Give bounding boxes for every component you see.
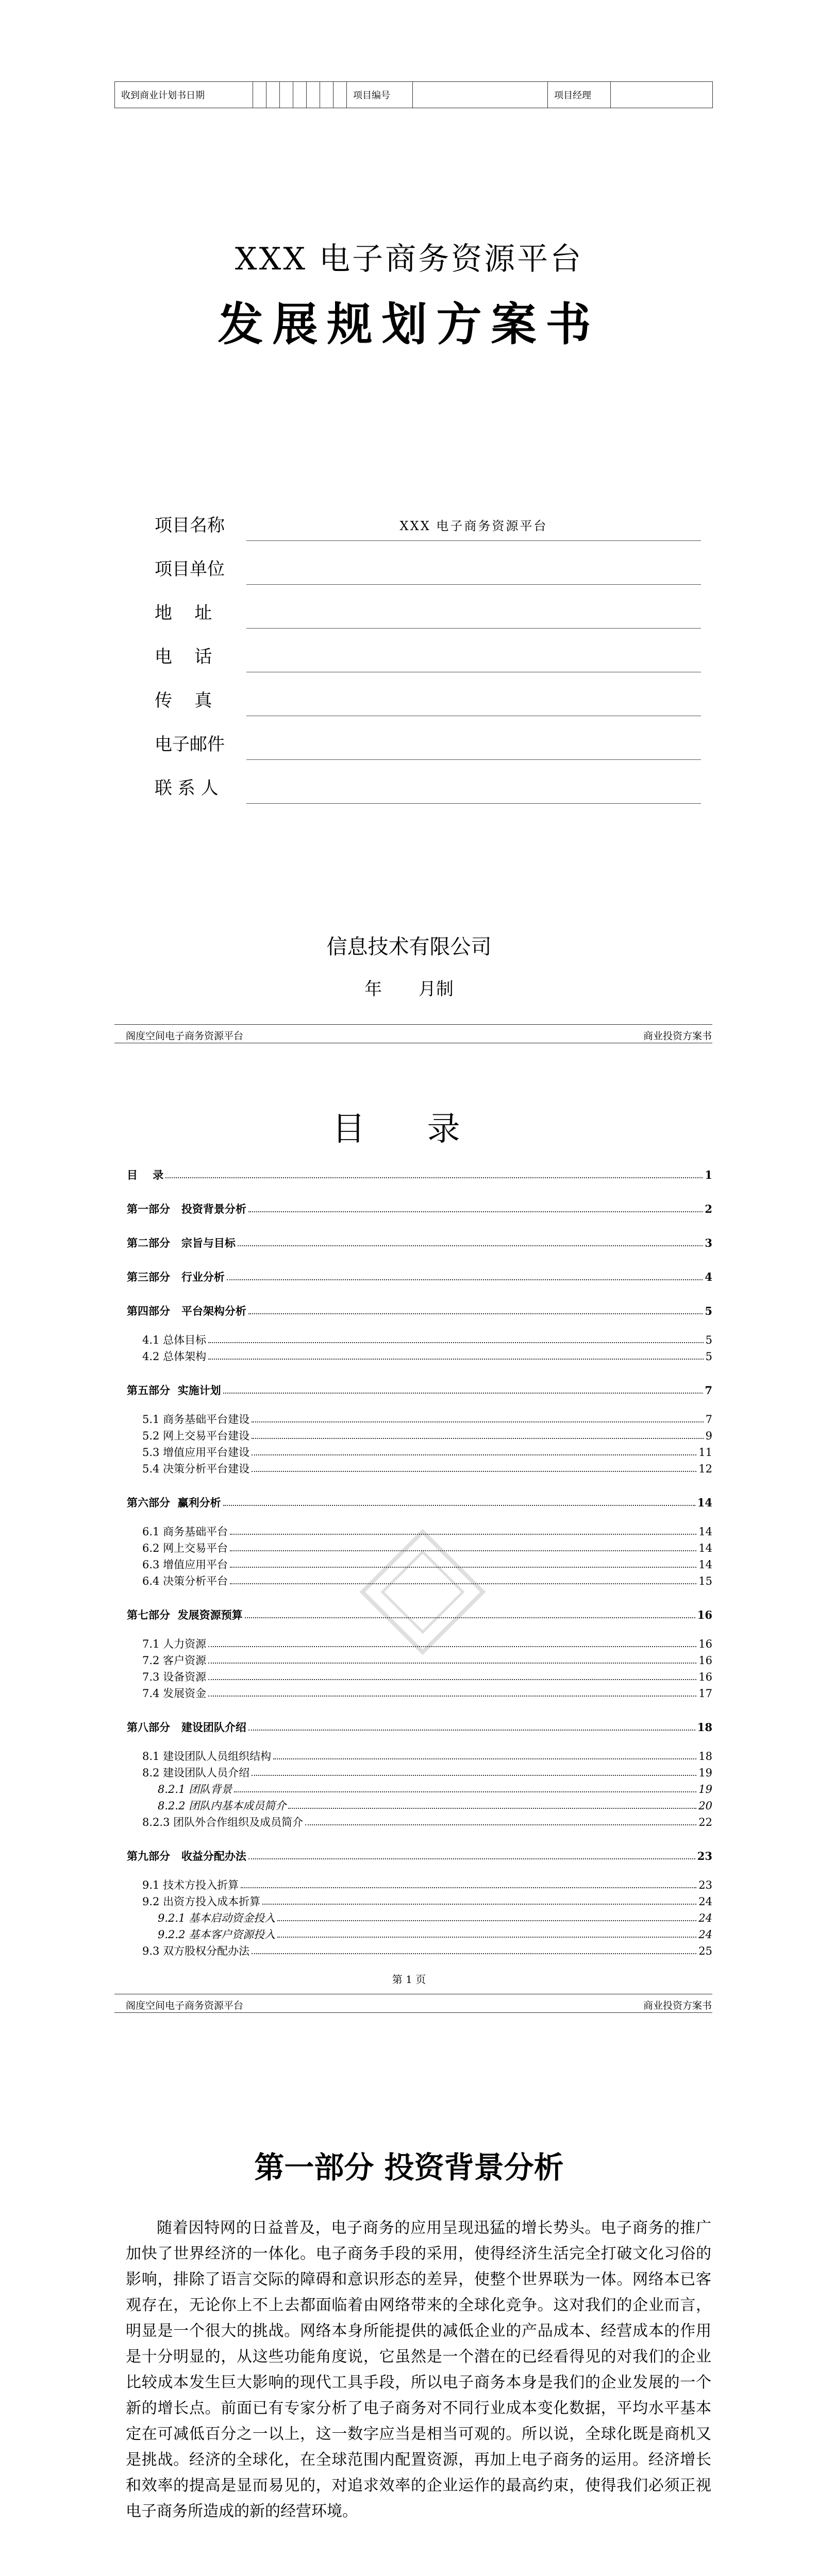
toc-leader-dots [248,1211,703,1212]
toc-entry[interactable] [127,1851,712,1862]
running-header-left: 阁度空间电子商务资源平台 [126,1030,244,1042]
toc-entry-page: 18 [698,1750,712,1762]
form-value [246,687,701,716]
toc-entry-page: 14 [697,1496,712,1509]
toc-leader-dots [230,1583,696,1584]
paragraph-text: 随着因特网的日益普及，电子商务的应用呈现迅猛的增长势头。电子商务的推广加快了世界经济的一体化。电子商务手段的采用，使得经济生活完全打破文化习俗的影响，排除了语言交际的障碍和意识形态的差异，使整个世界联为一体。网络本已客观存在，无论你上不上去都面临着由网络带来的全球化竞争。这对我们的企业而言，明显是一个很大的挑战。网络本身所能提供的减低企业的产品成本、经营成本的作用是十分明显的，从这些功能角度说，它虽然是一个潜在的已经看得见的对我们的企业比较成本发生巨大影响的现代工具手段，所以电子商务本身是我们的企业发展的一个新的增长点。前面已有专家分析了电子商务对不同行业成本变化数据，平均水平基本定在可减低百分之一以上，这一数字应当是相当可观的。所以说，全球化既是商机又是挑战。经济的全球化，在全球范围内配置资源，再加上电子商务的运用。经济增长和效率的提高是显而易见的，对追求效率的企业运作的最高约束，使得我们必须正视电子商务所造成的新的经营环境。 [126,2219,711,2520]
toc-entry-title: 6.3 增值应用平台 [142,1558,228,1571]
toc-leader-dots [248,1858,695,1859]
toc-entry-title: 5.3 增值应用平台建设 [142,1446,250,1459]
toc-entry-page: 22 [698,1816,712,1828]
toc-entry[interactable] [127,1609,712,1621]
toc-leader-dots [252,1438,704,1439]
toc-leader-dots [230,1550,696,1551]
toc-entry-page: 7 [705,1413,712,1426]
toc-leader-dots [208,1663,696,1664]
toc-entry[interactable] [127,1334,712,1346]
toc-leader-dots [227,1279,703,1280]
cover-title-platform: XXX 电子商务资源平台 [235,241,583,277]
toc-entry-page: 23 [697,1850,712,1862]
toc-entry[interactable] [127,1638,712,1650]
running-header-right: 商业投资方案书 [643,1030,712,1042]
toc-entry-page: 19 [698,1767,712,1779]
toc-entry-title: 第五部分 实施计划 [127,1384,221,1397]
toc-leader-dots [208,1646,696,1647]
page-rule [114,2012,712,2013]
toc-entry[interactable] [127,1655,712,1666]
toc-entry-page: 14 [698,1526,712,1538]
project-manager-label: 项目经理 [548,82,611,108]
toc-leader-dots [208,1696,696,1697]
project-no-cell [413,82,548,108]
toc-leader-dots [252,1953,696,1954]
toc-entry-page: 1 [705,1168,712,1181]
toc-entry[interactable] [127,1204,712,1215]
toc-entry-page: 9 [705,1430,712,1442]
toc-entry-page: 16 [698,1671,712,1683]
toc-leader-dots [273,1758,696,1759]
toc-entry-title: 第四部分 平台架构分析 [127,1304,246,1317]
toc-entry[interactable] [127,1559,712,1570]
toc-entry-title: 7.1 人力资源 [142,1638,207,1650]
toc-entry-title: 9.3 双方股权分配办法 [142,1945,250,1957]
received-date-label: 收到商业计划书日期 [115,82,253,108]
page-number: 第 1 页 [392,1973,426,1986]
toc-leader-dots [208,1342,704,1343]
toc-entry-title: 8.1 建设团队人员组织结构 [142,1750,272,1762]
toc-entry-page: 2 [705,1202,712,1215]
received-date-cell [293,82,307,108]
toc-leader-dots [241,1887,696,1888]
form-value [246,599,701,629]
project-no-label: 项目编号 [347,82,413,108]
form-label: 项目单位 [155,559,225,580]
toc-entry-page: 17 [698,1687,712,1700]
toc-entry[interactable] [127,1879,712,1891]
toc-entry-title: 第九部分 收益分配办法 [127,1850,246,1862]
toc-leader-dots [252,1775,696,1776]
project-manager-cell [611,82,713,108]
received-date-cell [307,82,320,108]
toc-entry[interactable] [127,1526,712,1537]
toc-entry-title: 4.2 总体架构 [142,1350,207,1363]
form-value [246,731,701,760]
toc-entry-page: 5 [705,1350,712,1363]
toc-entry[interactable] [127,1430,712,1442]
form-label: 电 话 [155,647,212,667]
toc-entry[interactable] [127,1784,712,1795]
form-row-fax [155,685,701,716]
toc-entry[interactable] [127,1751,712,1762]
toc-entry[interactable] [127,1896,712,1907]
toc-leader-dots [262,1904,696,1905]
toc-entry-title: 4.1 总体目标 [142,1334,207,1346]
toc-entry-page: 16 [698,1654,712,1667]
toc-entry[interactable] [127,1912,712,1924]
toc-entry-page: 25 [698,1945,712,1957]
toc-entry-title: 7.3 设备资源 [142,1671,207,1683]
toc-entry[interactable] [127,1238,712,1249]
toc-entry[interactable] [127,1800,712,1811]
toc-entry-page: 24 [698,1895,712,1908]
toc-entry-title: 第七部分 发展资源预算 [127,1608,243,1621]
toc-entry-page: 11 [698,1446,712,1459]
toc-entry-title: 9.2.1 基本启动资金投入 [158,1912,276,1924]
section-title: 第一部分 投资背景分析 [254,2150,564,2185]
toc-leader-dots [208,1679,696,1680]
toc-entry-title: 第二部分 宗旨与目标 [127,1236,236,1249]
toc-entry-page: 16 [697,1608,712,1621]
toc-entry[interactable] [127,1722,712,1733]
toc-entry-title: 第六部分 赢利分析 [127,1496,221,1509]
form-label: 电子邮件 [155,734,225,755]
toc-entry-title: 5.4 决策分析平台建设 [142,1463,250,1475]
toc-entry[interactable] [127,1497,712,1509]
toc-leader-dots [238,1245,703,1246]
cover-title-main: 发展规划方案书 [218,297,600,351]
toc-entry[interactable] [127,1929,712,1940]
toc-entry-page: 24 [698,1912,712,1924]
form-row-project-name [155,510,701,541]
toc-entry[interactable] [127,1170,712,1181]
toc-entry-title: 8.2 建设团队人员介绍 [142,1767,250,1779]
form-value [246,643,701,672]
toc-entry-page: 7 [705,1384,712,1397]
toc-entry-title: 9.2.2 基本客户资源投入 [158,1928,276,1941]
toc-entry-title: 7.2 客户资源 [142,1654,207,1667]
registration-table [114,81,713,108]
toc-leader-dots [277,1937,696,1938]
toc-entry[interactable] [127,1385,712,1396]
toc-entry-title: 第三部分 行业分析 [127,1270,225,1283]
toc-entry[interactable] [127,1463,712,1475]
received-date-cell [333,82,347,108]
toc-leader-dots [223,1393,703,1394]
toc-entry-page: 19 [698,1783,712,1795]
received-date-cell [266,82,280,108]
toc-leader-dots [230,1534,696,1535]
toc-entry[interactable] [127,1575,712,1587]
date-line: 年 月制 [364,979,454,999]
received-date-cell [253,82,266,108]
toc-entry[interactable] [127,1447,712,1458]
toc-entry-title: 6.2 网上交易平台 [142,1542,228,1554]
toc-entry-page: 14 [698,1558,712,1571]
toc-entry-page: 12 [698,1463,712,1475]
form-value [246,774,701,804]
toc-entry[interactable] [127,1351,712,1362]
toc-entry-page: 14 [698,1542,712,1554]
toc-entry-title: 8.2.3 团队外合作组织及成员简介 [142,1816,304,1828]
company-name: 信息技术有限公司 [326,936,492,958]
running-header-right: 商业投资方案书 [643,2000,712,2011]
toc-entry-page: 24 [698,1928,712,1941]
form-value: XXX 电子商务资源平台 [246,512,701,541]
form-row-address [155,598,701,629]
toc-entry-page: 5 [705,1304,712,1317]
toc-entry[interactable] [127,1688,712,1699]
toc-entry[interactable] [127,1817,712,1828]
toc-entry[interactable] [127,1306,712,1317]
running-header-left: 阁度空间电子商务资源平台 [126,2000,244,2011]
toc-entry-title: 9.1 技术方投入折算 [142,1879,239,1891]
form-label: 联 系 人 [155,778,219,799]
toc-entry-title: 8.2.2 团队内基本成员简介 [158,1800,287,1812]
toc-entry-title: 第一部分 投资背景分析 [127,1202,246,1215]
toc-leader-dots [288,1808,696,1809]
toc-entry-page: 16 [698,1638,712,1650]
form-row-phone [155,641,701,672]
form-value [246,555,701,585]
toc-entry-title: 7.4 发展资金 [142,1687,207,1700]
toc-entry[interactable] [127,1767,712,1778]
page-rule [114,1024,712,1025]
body-paragraph [126,2215,711,2524]
form-label: 传 真 [155,690,212,711]
toc-title: 目 录 [332,1110,486,1148]
toc-leader-dots [248,1313,703,1314]
form-label: 项目名称 [155,515,225,536]
toc-entry-title: 5.2 网上交易平台建设 [142,1430,250,1442]
toc-entry-title: 6.1 商务基础平台 [142,1526,228,1538]
table-of-contents [127,1170,712,1957]
form-label: 地 址 [155,603,212,623]
toc-entry-page: 20 [698,1800,712,1812]
toc-leader-dots [248,1730,695,1731]
toc-entry[interactable] [127,1945,712,1957]
toc-entry[interactable] [127,1671,712,1683]
toc-leader-dots [245,1617,695,1618]
toc-leader-dots [234,1791,696,1792]
toc-entry-page: 3 [705,1236,712,1249]
toc-entry-title: 第八部分 建设团队介绍 [127,1721,246,1734]
toc-entry-page: 18 [697,1721,712,1734]
received-date-cell [320,82,333,108]
toc-leader-dots [277,1920,696,1921]
toc-entry-page: 15 [698,1575,712,1587]
received-date-cell [280,82,293,108]
form-row-email [155,729,701,760]
toc-leader-dots [252,1421,704,1422]
form-row-contact [155,773,701,804]
toc-leader-dots [252,1454,696,1455]
toc-entry-page: 5 [705,1334,712,1346]
form-row-project-unit [155,554,701,585]
toc-leader-dots [230,1567,696,1568]
toc-entry-title: 6.4 决策分析平台 [142,1575,228,1587]
toc-leader-dots [165,1177,703,1178]
toc-entry-title: 目 录 [127,1168,164,1181]
toc-entry-title: 5.1 商务基础平台建设 [142,1413,250,1426]
toc-leader-dots [208,1359,704,1360]
toc-leader-dots [223,1505,695,1506]
toc-entry-title: 9.2 出资方投入成本折算 [142,1895,261,1908]
toc-entry-title: 8.2.1 团队背景 [158,1783,232,1795]
toc-entry[interactable] [127,1414,712,1425]
toc-entry-page: 23 [698,1879,712,1891]
toc-entry[interactable] [127,1272,712,1283]
toc-entry-page: 4 [705,1270,712,1283]
toc-leader-dots [305,1824,696,1825]
toc-entry[interactable] [127,1543,712,1554]
toc-leader-dots [252,1471,696,1472]
